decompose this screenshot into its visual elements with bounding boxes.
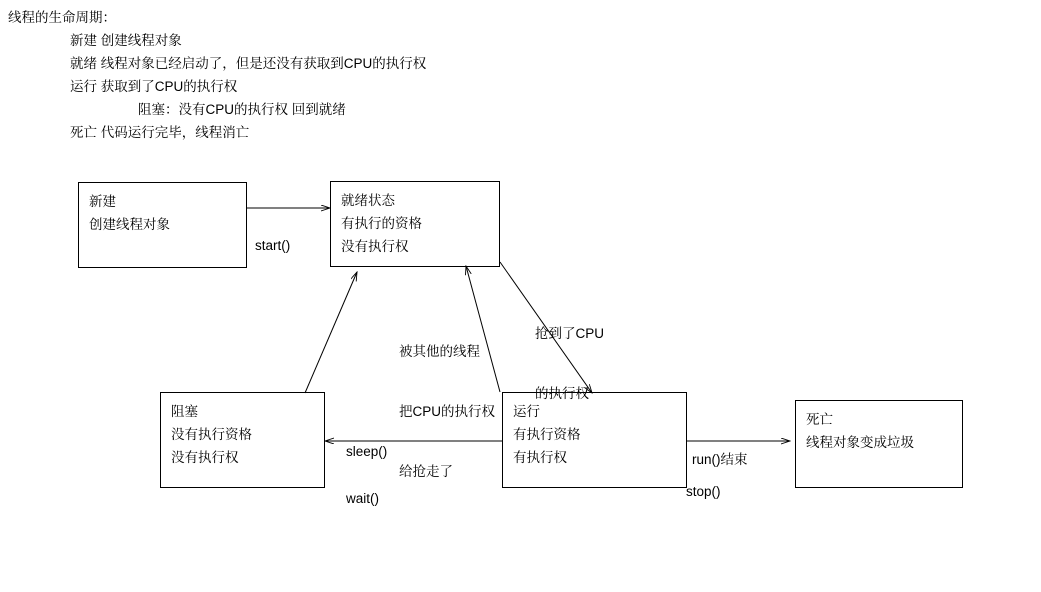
- node-dead[interactable]: [795, 400, 963, 488]
- edge-label-stop: stop(): [686, 484, 721, 499]
- node-blocked-line-1: 阻塞: [171, 404, 198, 419]
- node-running-line-1: 运行: [513, 404, 540, 419]
- notes-line-1: 新建 创建线程对象: [70, 33, 182, 48]
- node-dead-line-1: 死亡: [806, 412, 833, 427]
- notes-line-5: 死亡 代码运行完毕，线程消亡: [70, 125, 250, 140]
- node-ready-line-1: 就绪状态: [341, 193, 395, 208]
- node-blocked-line-2: 没有执行资格: [171, 427, 252, 442]
- node-blocked-line-3: 没有执行权: [171, 450, 239, 465]
- node-new[interactable]: [78, 182, 247, 268]
- node-running-line-2: 有执行资格: [513, 427, 581, 442]
- node-ready[interactable]: [330, 181, 500, 267]
- node-new-line-1: 新建: [89, 194, 116, 209]
- notes-line-2: 就绪 线程对象已经启动了，但是还没有获取到CPU的执行权: [70, 56, 427, 71]
- edge-back-to-ready-arrow: [305, 272, 357, 393]
- notes-title: 线程的生命周期：: [8, 10, 116, 25]
- edge-label-sleep: sleep(): [346, 444, 388, 459]
- node-new-line-2: 创建线程对象: [89, 217, 170, 232]
- node-ready-line-3: 没有执行权: [341, 239, 409, 254]
- edge-label-grab-cpu: 抢到了CPU 的执行权: [535, 326, 605, 401]
- edge-label-wait: wait(): [346, 491, 379, 506]
- edge-label-run-end: run()结束: [692, 452, 748, 467]
- edge-label-preempted: 被其他的线程 把CPU的执行权 给抢走了: [399, 344, 496, 479]
- node-running-line-3: 有执行权: [513, 450, 567, 465]
- node-blocked[interactable]: [160, 392, 325, 488]
- notes-line-3: 运行 获取到了CPU的执行权: [70, 79, 238, 94]
- node-ready-line-2: 有执行的资格: [341, 216, 422, 231]
- notes-line-4: 阻塞：没有CPU的执行权 回到就绪: [138, 102, 346, 117]
- node-dead-line-2: 线程对象变成垃圾: [806, 435, 914, 450]
- edge-label-start: start(): [255, 238, 291, 253]
